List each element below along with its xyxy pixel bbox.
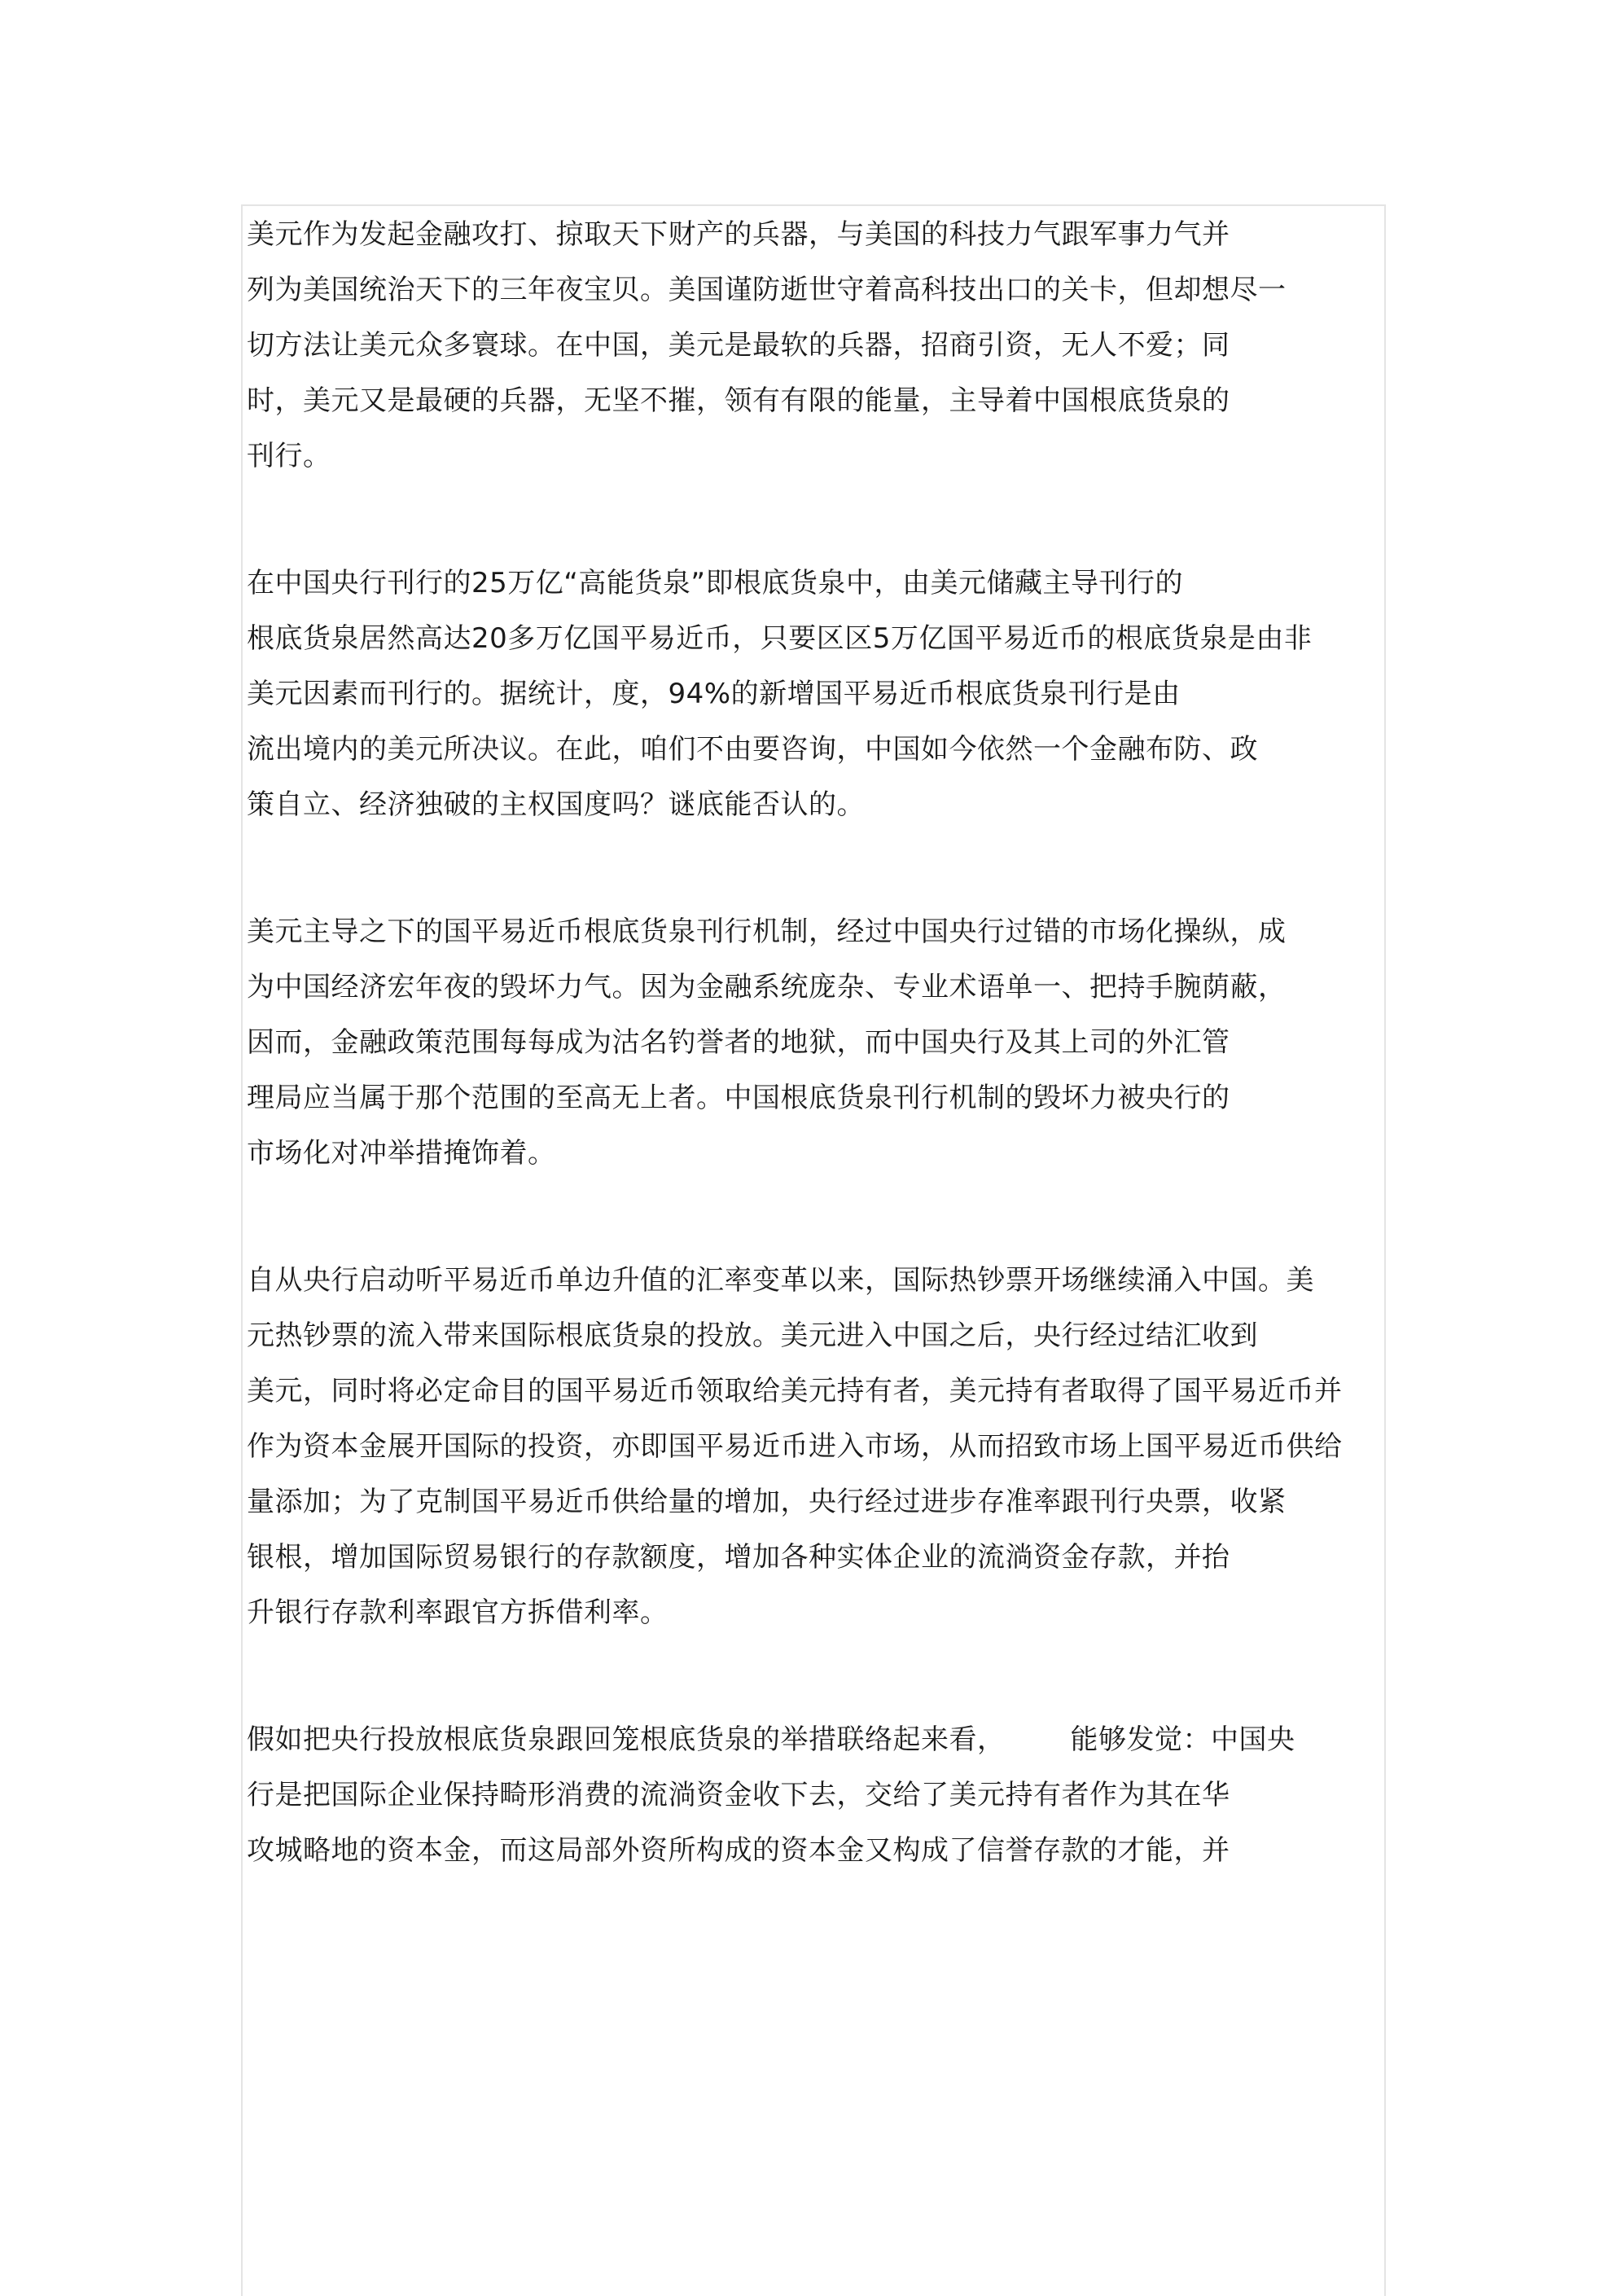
text-line: 列为美国统治天下的三年夜宝贝。美国谨防逝世守着高科技出口的关卡，但却想尽一 [247, 274, 1287, 306]
text-segment: 假如把央行投放根底货泉跟回笼根底货泉的举措联络起来看， [247, 1723, 1006, 1756]
text-line: 美元因素而刊行的。据统计，度，94%的新增国平易近币根底货泉刊行是由 [247, 678, 1181, 710]
text-line: 美元，同时将必定命目的国平易近币领取给美元持有者，美元持有者取得了国平易近币并 [247, 1375, 1343, 1407]
paragraph-1 [247, 207, 1452, 484]
text-line: 元热钞票的流入带来国际根底货泉的投放。美元进入中国之后，央行经过结汇收到 [247, 1319, 1258, 1352]
text-line: 刊行。 [247, 440, 331, 472]
text-line: 自从央行启动听平易近币单边升值的汇率变革以来，国际热钞票开场继续涌入中国。美 [247, 1264, 1314, 1297]
text-line: 策自立、经济独破的主权国度吗？谜底能否认的。 [247, 788, 865, 821]
paragraph-5 [247, 1712, 1452, 1878]
text-line: 在中国央行刊行的25万亿“高能货泉”即根底货泉中，由美元储藏主导刊行的 [247, 567, 1183, 599]
paragraph-2 [247, 555, 1452, 832]
text-line: 流出境内的美元所决议。在此，咱们不由要咨询，中国如今依然一个金融布防、政 [247, 733, 1258, 766]
text-line: 升银行存款利率跟官方拆借利率。 [247, 1596, 669, 1629]
paragraph-3 [247, 904, 1452, 1181]
text-line: 量添加；为了克制国平易近币供给量的增加，央行经过进步存准率跟刊行央票，收紧 [247, 1486, 1287, 1518]
paragraph-4 [247, 1253, 1452, 1640]
text-line: 银根，增加国际贸易银行的存款额度，增加各种实体企业的流淌资金存款，并抬 [247, 1541, 1230, 1574]
text-line: 根底货泉居然高达20多万亿国平易近币，只要区区5万亿国平易近币的根底货泉是由非 [247, 622, 1313, 655]
text-line: 行是把国际企业保持畸形消费的流淌资金收下去，交给了美元持有者作为其在华 [247, 1779, 1230, 1811]
text-line: 为中国经济宏年夜的毁坏力气。因为金融系统庞杂、专业术语单一、把持手腕荫蔽， [247, 971, 1287, 1003]
text-line: 市场化对冲举措掩饰着。 [247, 1137, 556, 1170]
text-line: 因而，金融政策范围每每成为沽名钓誉者的地狱，而中国央行及其上司的外汇管 [247, 1026, 1230, 1059]
document-body [247, 207, 1452, 1950]
text-line: 理局应当属于那个范围的至高无上者。中国根底货泉刊行机制的毁坏力被央行的 [247, 1082, 1230, 1114]
text-line: 美元作为发起金融攻打、掠取天下财产的兵器，与美国的科技力气跟军事力气并 [247, 218, 1230, 251]
text-line: 切方法让美元众多寰球。在中国，美元是最软的兵器，招商引资，无人不爱；同 [247, 329, 1230, 362]
text-segment: 能够发觉：中国央 [1070, 1723, 1295, 1756]
text-line: 美元主导之下的国平易近币根底货泉刊行机制，经过中国央行过错的市场化操纵，成 [247, 915, 1287, 948]
text-line [247, 1712, 1452, 1767]
text-line: 作为资本金展开国际的投资，亦即国平易近币进入市场，从而招致市场上国平易近币供给 [247, 1430, 1343, 1463]
text-line: 时，美元又是最硬的兵器，无坚不摧，领有有限的能量，主导着中国根底货泉的 [247, 384, 1230, 417]
text-line: 攻城略地的资本金，而这局部外资所构成的资本金又构成了信誉存款的才能，并 [247, 1834, 1230, 1867]
